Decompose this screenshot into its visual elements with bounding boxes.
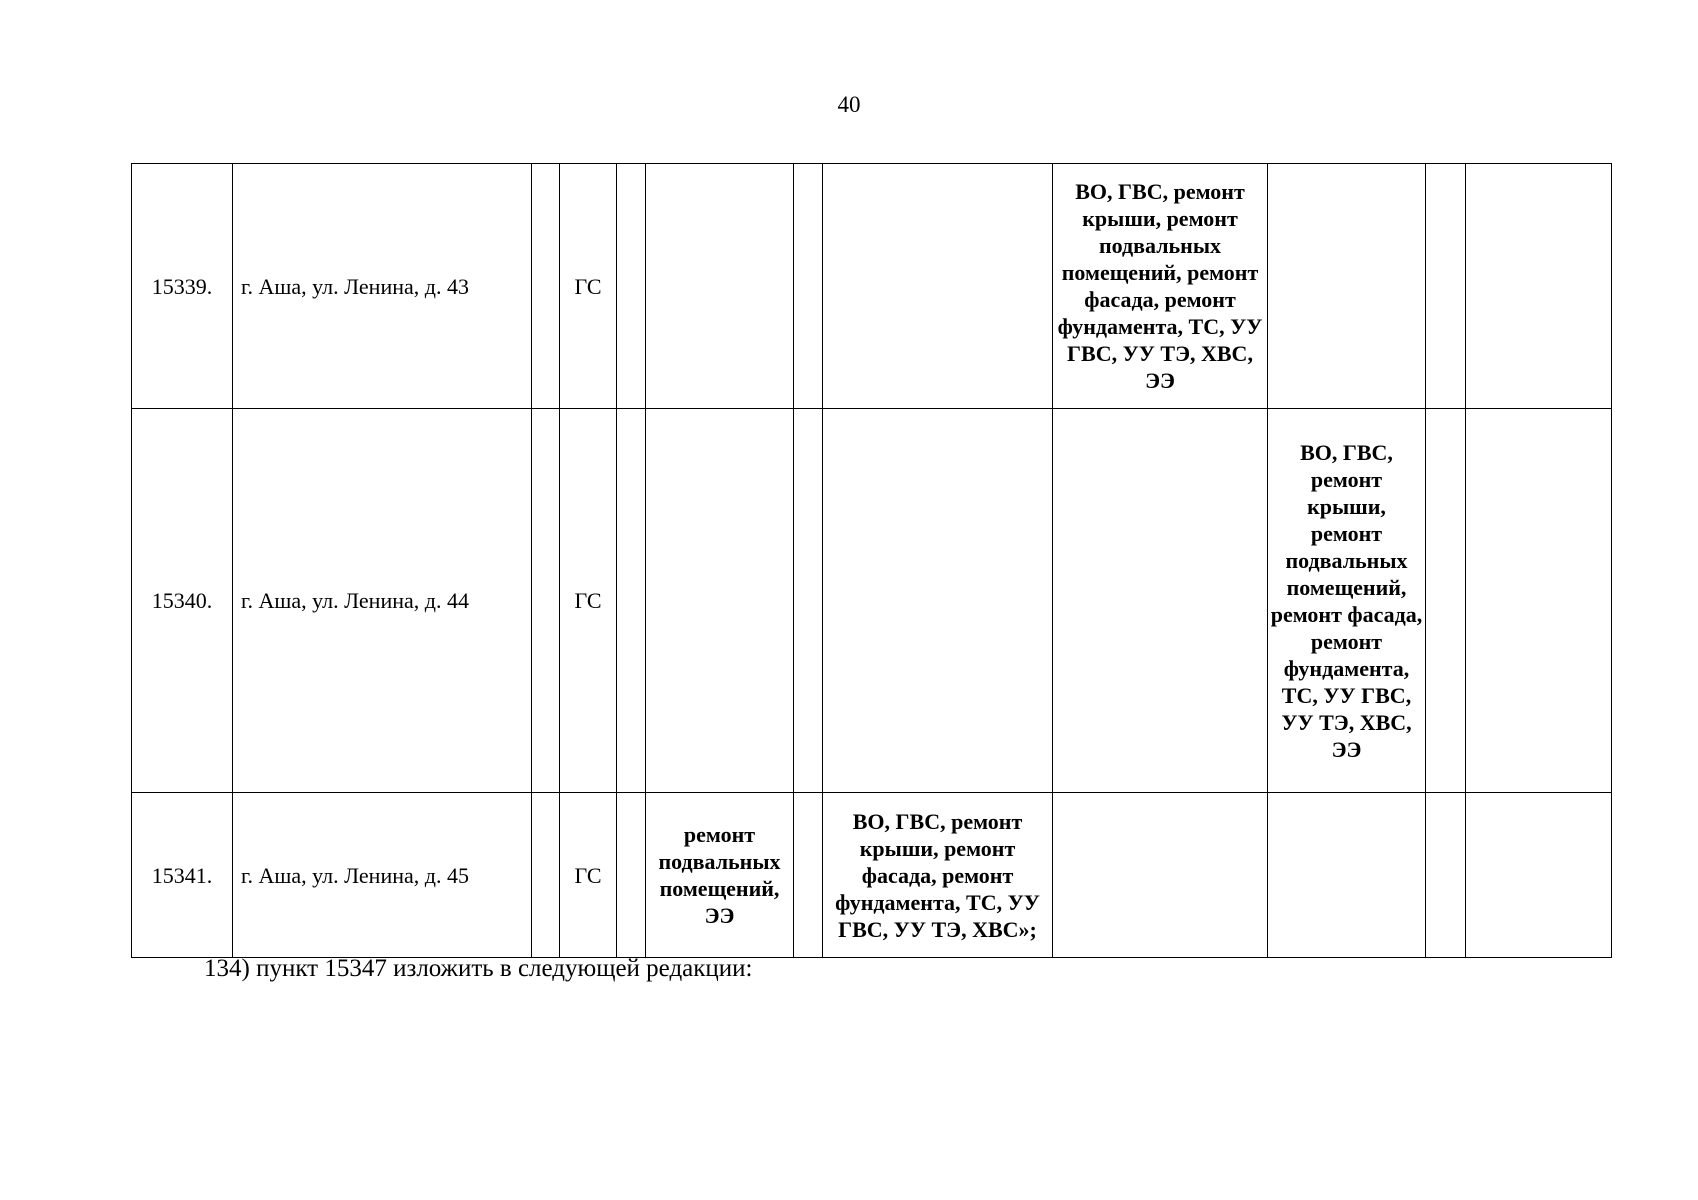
table-row	[132, 793, 1612, 958]
table-row	[132, 164, 1612, 409]
table-cell	[532, 793, 560, 958]
address-cell: г. Аша, ул. Ленина, д. 45	[233, 793, 532, 958]
page-number: 40	[837, 92, 861, 117]
works-list-cell: ВО, ГВС, ремонт крыши, ремонт фасада, ремонт фундамента, ТС, УУ ГВС, УУ ТЭ, ХВС»;	[823, 793, 1053, 958]
table-cell	[1466, 164, 1612, 409]
row-number: 15339.	[132, 164, 233, 409]
table-cell	[532, 164, 560, 409]
table-cell	[1466, 793, 1612, 958]
table-cell	[1053, 793, 1268, 958]
works-list-cell: ремонт подвальных помещений, ЭЭ	[646, 793, 794, 958]
row-number: 15341.	[132, 793, 233, 958]
table-cell	[794, 164, 823, 409]
table-cell	[823, 164, 1053, 409]
works-list-cell: ВО, ГВС, ремонт крыши, ремонт подвальных помещений, ремонт фасада, ремонт фундамента, ТС, УУ ГВС, УУ ТЭ, ХВС, ЭЭ	[1268, 409, 1426, 793]
table-cell	[1426, 793, 1466, 958]
table-cell	[794, 409, 823, 793]
type-cell: ГС	[560, 409, 617, 793]
table-cell	[532, 409, 560, 793]
table-cell	[1268, 793, 1426, 958]
row-number: 15340.	[132, 409, 233, 793]
table-cell	[1053, 409, 1268, 793]
table-cell	[617, 164, 646, 409]
type-cell: ГС	[560, 793, 617, 958]
table-cell	[646, 164, 794, 409]
table-cell	[617, 409, 646, 793]
table-cell	[1466, 409, 1612, 793]
amendment-paragraph: 134) пункт 15347 изложить в следующей редакции:	[204, 955, 753, 982]
table-cell	[794, 793, 823, 958]
type-cell: ГС	[560, 164, 617, 409]
table-cell	[617, 793, 646, 958]
address-cell: г. Аша, ул. Ленина, д. 43	[233, 164, 532, 409]
table-cell	[1426, 164, 1466, 409]
works-list-cell: ВО, ГВС, ремонт крыши, ремонт подвальных помещений, ремонт фасада, ремонт фундамента, ТС, УУ ГВС, УУ ТЭ, ХВС, ЭЭ	[1053, 164, 1268, 409]
table-cell	[823, 409, 1053, 793]
address-cell: г. Аша, ул. Ленина, д. 44	[233, 409, 532, 793]
table-cell	[646, 409, 794, 793]
table-cell	[1268, 164, 1426, 409]
works-table	[131, 163, 1612, 958]
table-cell	[1426, 409, 1466, 793]
table-row	[132, 409, 1612, 793]
